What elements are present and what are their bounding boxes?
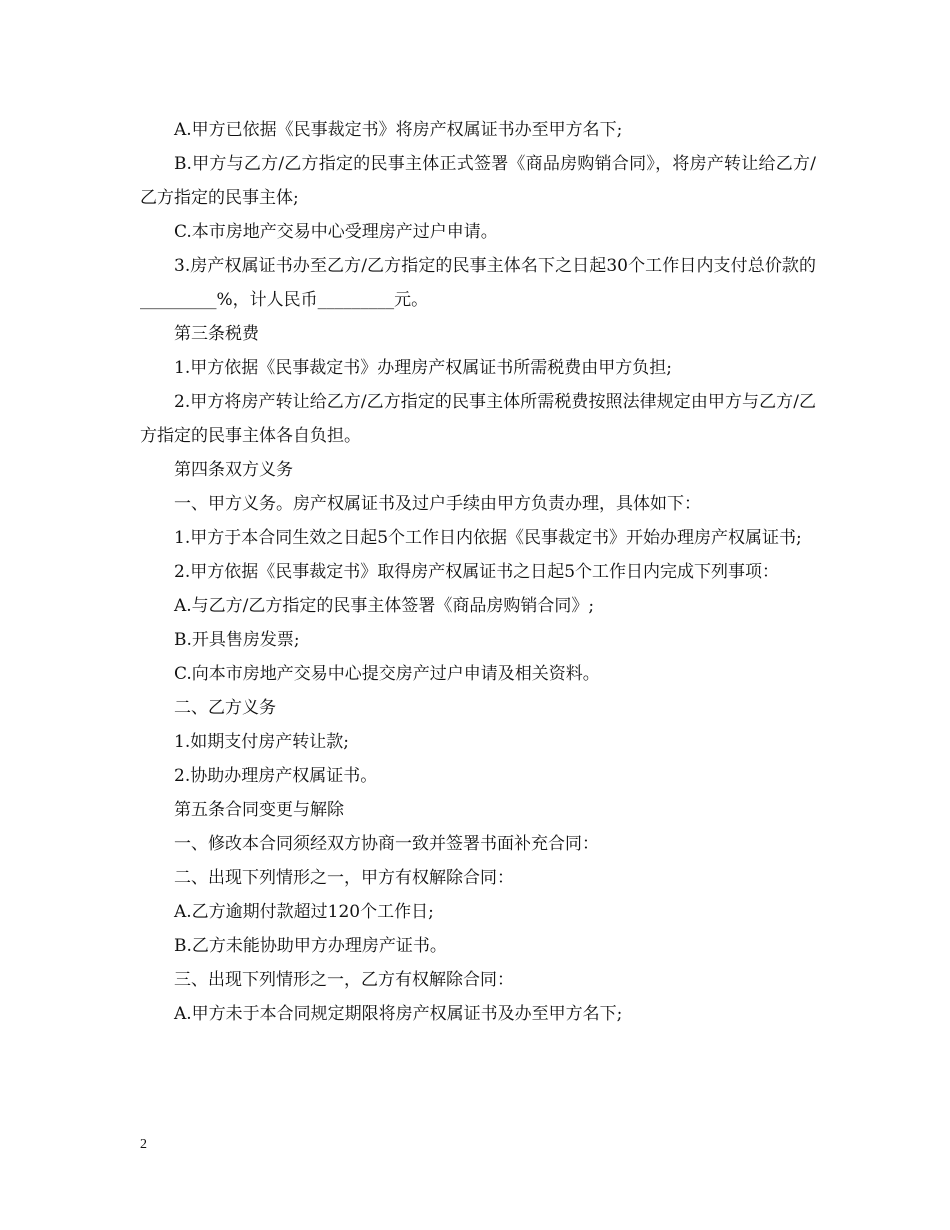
paragraph: A.乙方逾期付款超过120个工作日; [174,902,434,922]
paragraph: 二、乙方义务 [174,698,276,718]
section-heading: 第五条合同变更与解除 [174,800,344,820]
contract-body [140,113,816,1031]
paragraph: 一、甲方义务。房产权属证书及过户手续由甲方负责办理，具体如下： [174,494,701,514]
paragraph: 3.房产权属证书办至乙方/乙方指定的民事主体名下之日起30个工作日内支付总价款的_________%，计人民币_________元。 [140,256,816,310]
section-heading: 第三条税费 [174,324,259,344]
paragraph: B.开具售房发票; [174,630,300,650]
paragraph: 2.甲方将房产转让给乙方/乙方指定的民事主体所需税费按照法律规定由甲方与乙方/乙方指定的民事主体各自负担。 [140,392,816,446]
paragraph: A.甲方未于本合同规定期限将房产权属证书及办至甲方名下; [174,1004,623,1024]
section-heading: 第四条双方义务 [174,460,293,480]
paragraph: 2.甲方依据《民事裁定书》取得房产权属证书之日起5个工作日内完成下列事项： [174,562,780,582]
paragraph: C.向本市房地产交易中心提交房产过户申请及相关资料。 [174,664,600,684]
paragraph: 一、修改本合同须经双方协商一致并签署书面补充合同： [174,834,599,854]
paragraph: 三、出现下列情形之一，乙方有权解除合同： [174,970,514,990]
paragraph: A.与乙方/乙方指定的民事主体签署《商品房购销合同》; [174,596,595,616]
paragraph: 1.甲方依据《民事裁定书》办理房产权属证书所需税费由甲方负担; [174,358,672,378]
paragraph: 2.协助办理房产权属证书。 [174,766,378,786]
paragraph: 1.如期支付房产转让款; [174,732,349,752]
paragraph: B.甲方与乙方/乙方指定的民事主体正式签署《商品房购销合同》，将房产转让给乙方/乙方指定的民事主体; [140,154,816,208]
page-number: 2 [140,1137,147,1152]
paragraph: 二、出现下列情形之一，甲方有权解除合同： [174,868,514,888]
paragraph: A.甲方已依据《民事裁定书》将房产权属证书办至甲方名下; [174,120,623,140]
paragraph: B.乙方未能协助甲方办理房产证书。 [174,936,447,956]
paragraph: 1.甲方于本合同生效之日起5个工作日内依据《民事裁定书》开始办理房产权属证书; [174,528,802,548]
paragraph: C.本市房地产交易中心受理房产过户申请。 [174,222,498,242]
